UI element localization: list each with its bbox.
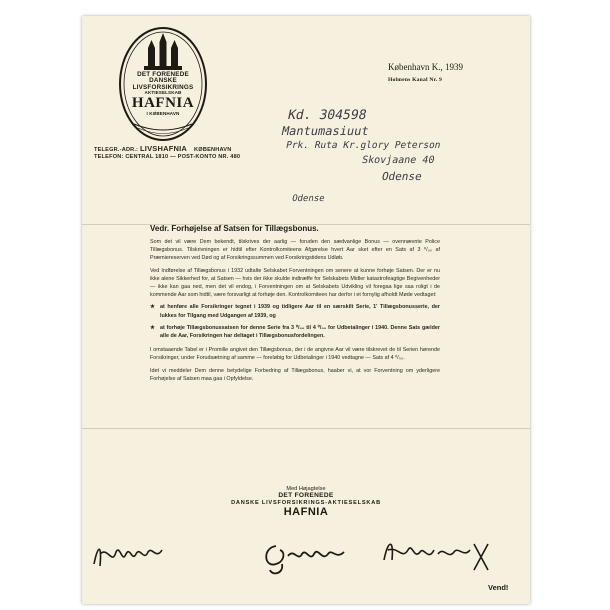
closing-greeting: Med Højagtelse xyxy=(286,486,326,492)
bullet-text-1: at henføre alle Forsikringer tegnet i 1939 og tidligere Aar til en særskilt Serie, 1' Tillægsbonusserie, der lukkes for Tilgang med Udgangen af 1939, og xyxy=(160,304,440,319)
place-date: København K., 1939 xyxy=(388,62,463,72)
bullet-item-2 xyxy=(150,324,440,340)
paragraph-4: Idet vi meddeler Dem denne betydelige Forbedring af Tillægsbonus, haaber vi, at vor Forventning om yderligere Forhøjelse af Satsen maa gaa i Opfyldelse. xyxy=(150,367,440,382)
signature-3 xyxy=(378,530,498,578)
handwritten-line-2: Mantumasiuut xyxy=(280,124,371,138)
bullet-item-1 xyxy=(150,303,440,319)
telegram-value: LIVSHAFNIA xyxy=(140,144,188,153)
paragraph-3: I omstaaende Tabel er i Promille angivet den Tillægsbonus, der i de angivne Aar vil være tilskrevet de til Serien hørende Forsikringer, under Forudsætning af samme — foreløbig for Udbetalinger i 1940 vedtagne — Sats af 4 ⁰/₀₀. xyxy=(150,347,440,362)
telegram-city: KØBENHAVN xyxy=(194,147,232,153)
signature-1 xyxy=(90,536,170,576)
bullet-icon: ★ xyxy=(150,324,155,331)
phone-line: TELEFON: CENTRAL 1810 — POST-KONTO NR. 480 xyxy=(94,154,241,160)
closing-company-line-2: DANSKE LIVSFORSIKRINGS-AKTIESELSKAB xyxy=(231,500,381,506)
closing-company-line-1: DET FORENEDE xyxy=(278,492,334,500)
signature-2 xyxy=(258,534,358,578)
logo-line-5: I KØBENHAVN xyxy=(146,111,180,117)
handwritten-policy-number: Kd. 304598 xyxy=(286,108,368,123)
street-address: Holmens Kanal Nr. 9 xyxy=(388,77,442,83)
turn-over-note: Vend! xyxy=(488,583,509,592)
letter-subject: Vedr. Forhøjelse af Satsen for Tillægsbonus. xyxy=(150,224,319,233)
closing-company-name: HAFNIA xyxy=(283,506,329,519)
handwritten-name: Prk. Ruta Kr.glory Peterson xyxy=(284,140,442,151)
closing-block xyxy=(82,486,530,519)
logo-line-2: DANSKE xyxy=(149,77,177,85)
paragraph-2: Ved Indførelse af Tillægsbonus i 1932 udtalte Selskabet Forventningen om senere at kunne forhøje Satsen. Der er nu ikke alene Sikkerhed for, at Satsen — hvis der ikke skulde indtræffe for Selskabets Midler katastrofeagtige Begivenheder — ikke kan gaa ned, men det vil endog, i Forventningen om at Selskabets Udvikling vil foregaa lige saa roligt i de kommende Aar som hidtil, være forsvarligt at forhøje den. Kontrolkomiteen har derfor i et fornylig afholdt Møde vedtaget: xyxy=(150,267,440,299)
handwritten-street: Skovjaane 40 xyxy=(360,155,436,166)
handwritten-city: Odense xyxy=(290,194,326,204)
telegram-address xyxy=(94,144,231,153)
logo-line-3: LIVSFORSIKRINGS xyxy=(132,83,194,91)
fold-line-lower xyxy=(82,428,530,429)
bullet-text-2: at forhøje Tillægsbonussatsen for denne Serie fra 3 ⁰/₀₀ til 4 ⁰/₀₀ for Udbetalinger i 1940. Denne Sats gælder alle de Aar, Forsikringen har deltaget i Tillægsbonusfordelingen. xyxy=(160,324,440,340)
bullet-icon: ★ xyxy=(150,304,155,311)
paragraph-1: Som det vil være Dem bekendt, tilskrives der aarlig — foruden den sædvanlige Bonus — ovennævnte Police Tillægsbonus. Tilskrivningen er hidtil efter Kontrolkomiteens Afgørelse hvert Aar sket efter en Sats af 3 ⁰/₀₀ af Præmiereserven ved Død og af Forsikringssummen ved Forsikringstidens Udløb. xyxy=(150,239,440,262)
letter-body xyxy=(150,238,440,387)
company-logo xyxy=(118,26,208,142)
logo-company-name: HAFNIA xyxy=(131,95,195,112)
logo-text-block xyxy=(118,72,208,117)
letter-page xyxy=(82,16,530,604)
telegram-label: TELEGR.-ADR.: xyxy=(94,147,139,153)
logo-line-4: AKTIESELSKAB xyxy=(144,89,182,95)
logo-line-1: DET FORENEDE xyxy=(137,71,189,78)
handwritten-town: Odense xyxy=(380,170,424,183)
